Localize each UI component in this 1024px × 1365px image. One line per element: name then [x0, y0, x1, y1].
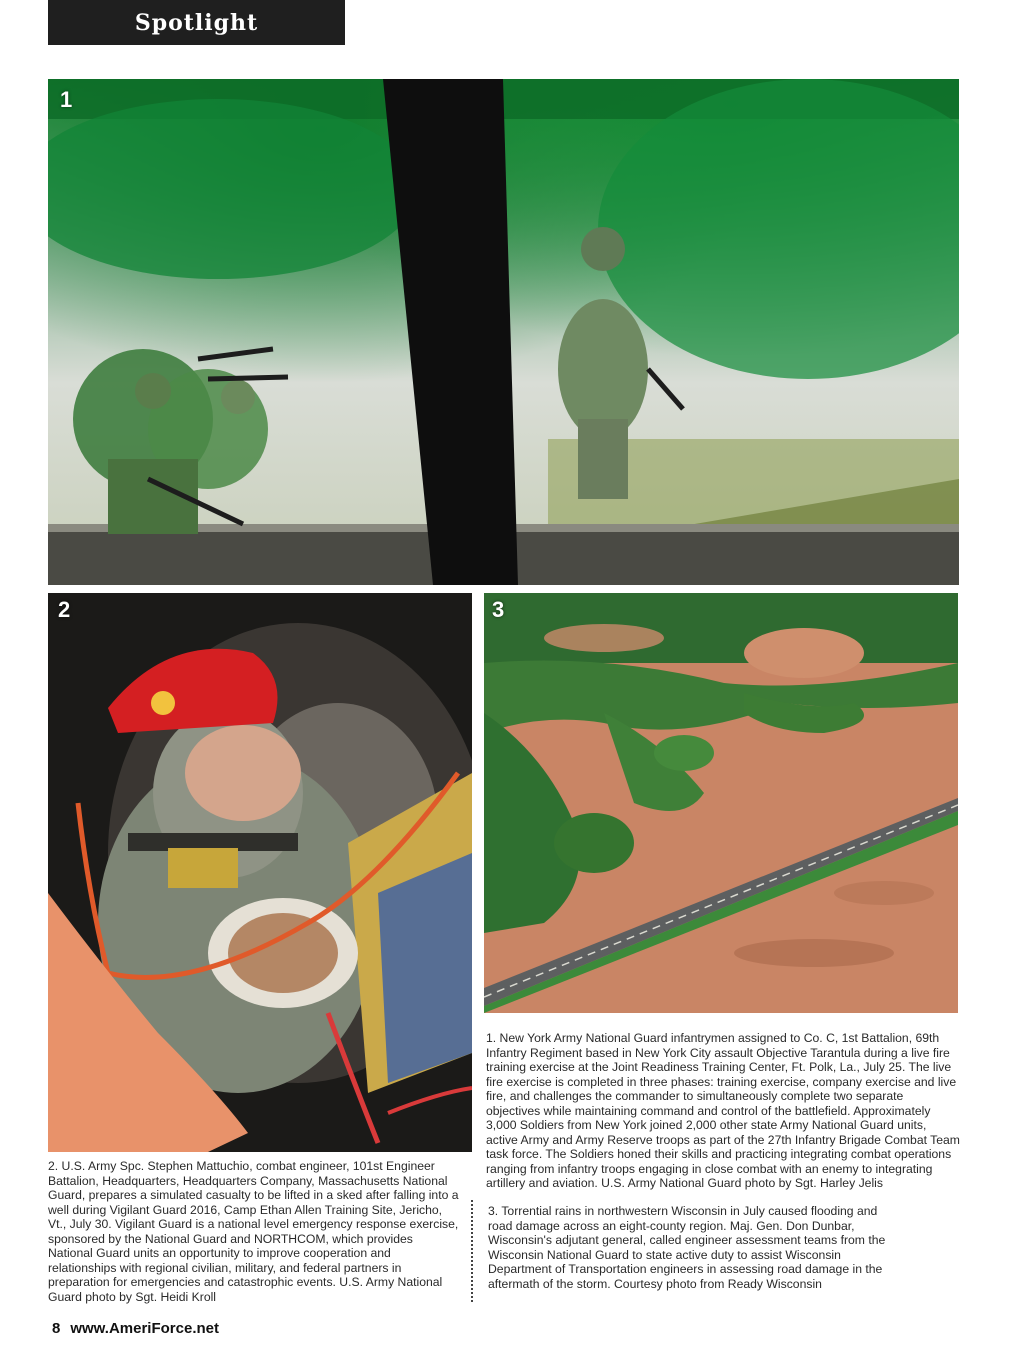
photo-1-image — [48, 79, 959, 585]
photo-3-image — [484, 593, 958, 1013]
page-footer — [52, 1320, 229, 1337]
column-divider — [471, 1200, 473, 1302]
site-url[interactable]: www.AmeriForce.net — [70, 1320, 219, 1337]
caption-photo-2: 2. U.S. Army Spc. Stephen Mattuchio, combat engineer, 101st Engineer Battalion, Headquarters, Headquarters Company, Massachusetts National Guard, prepares a simulated casualty to be lifted in a sked after falling into a well during Vigilant Guard 2016, Camp Ethan Allen Training Site, Jericho, Vt., July 30. Vigilant Guard is a national level emergency response exercise, sponsored by the National Guard and NORTHCOM, which provides National Guard units an opportunity to improve cooperation and relationships with regional civilian, military, and federal partners in preparation for emergencies and catastrophic events. U.S. Army National Guard photo by Sgt. Heidi Kroll — [48, 1159, 459, 1304]
photo-infantry-assault — [48, 79, 959, 585]
photo-number: 3 — [492, 597, 505, 622]
section-title: Spotlight — [48, 0, 345, 45]
page-number: 8 — [52, 1320, 61, 1337]
photo-well-rescue — [48, 593, 472, 1152]
photo-flood-aerial — [484, 593, 958, 1013]
photo-number: 2 — [58, 597, 71, 622]
photo-number: 1 — [60, 87, 73, 112]
photo-2-image — [48, 593, 472, 1152]
caption-photo-3: 3. Torrential rains in northwestern Wisconsin in July caused flooding and road damage across an eight-county region. Maj. Gen. Don Dunbar, Wisconsin's adjutant general, called engineer assessment teams from the Wisconsin National Guard to state active duty to assist Wisconsin Department of Transportation engineers in assessing road damage in the aftermath of the storm. Courtesy photo from Ready Wisconsin — [488, 1204, 886, 1291]
caption-photo-1: 1. New York Army National Guard infantrymen assigned to Co. C, 1st Battalion, 69th Infantry Regiment based in New York City assault Objective Tarantula during a live fire training exercise at the Joint Readiness Training Center, Ft. Polk, La., July 25. The live fire exercise is completed in three phases: training exercise, company exercise and live fire, and challenges the commander to simultaneously complete two separate objectives while maintaining command and control of the battlefield. Approximately 3,000 Soldiers from New York joined 2,000 other state Army National Guard units, active Army and Army Reserve troops as part of the 27th Infantry Brigade Combat Team task force. The Soldiers honed their skills and practicing integrating combat operations ranging from infantry troops engaging in close combat with an enemy to integrating artillery and aviation. U.S. Army National Guard photo by Sgt. Harley Jelis — [486, 1031, 960, 1190]
